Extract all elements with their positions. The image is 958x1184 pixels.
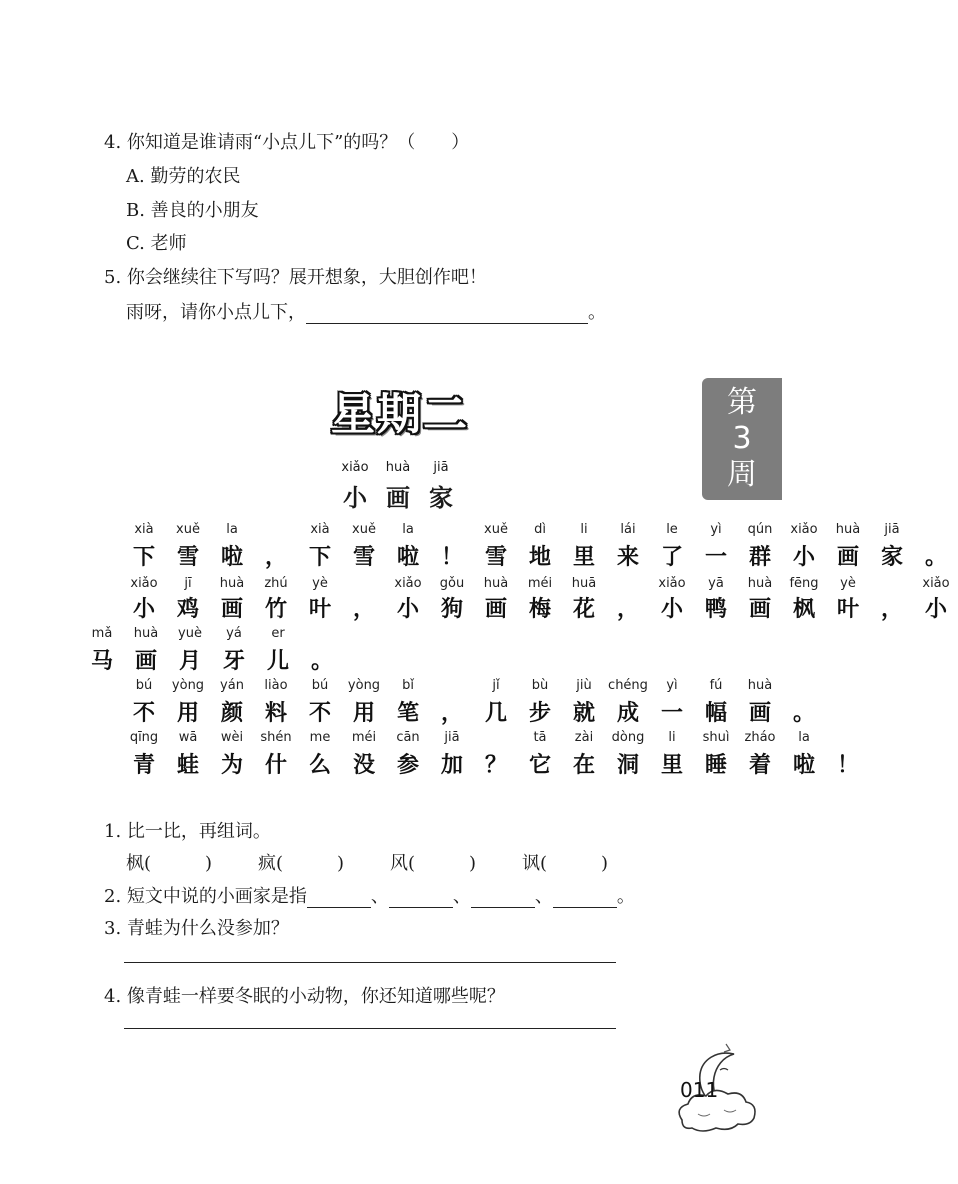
question-5-prompt	[126, 298, 606, 324]
poem-char: 什	[264, 753, 287, 778]
option-c: C. 老师	[126, 233, 187, 254]
week-tab-char-1: 第	[727, 385, 757, 420]
poem-pinyin: xuě	[352, 522, 376, 537]
poem-char: 料	[264, 701, 287, 726]
poem-char: 画	[748, 701, 771, 726]
poem-char: ！	[440, 545, 463, 570]
poem-pinyin: xiǎo	[394, 576, 422, 591]
poem-char: 加	[440, 753, 463, 778]
poem-char: 叶	[308, 597, 331, 622]
separator: 、	[534, 886, 553, 907]
poem-char: 雪	[176, 545, 199, 570]
poem-char: 下	[308, 545, 331, 570]
exercise-1-item[interactable]: 讽( )	[522, 853, 609, 874]
poem-char: 啦	[792, 753, 815, 778]
poem-char: 来	[616, 545, 639, 570]
poem-char: 小	[660, 597, 683, 622]
poem-pinyin: fú	[709, 678, 723, 693]
poem-pinyin: zháo	[744, 730, 776, 745]
poem-pinyin: huà	[747, 678, 773, 693]
day-title: 星期二	[331, 389, 469, 440]
exercise-1-item[interactable]: 疯( )	[258, 853, 345, 874]
poem-pinyin: jī	[184, 576, 192, 591]
poem-char: 一	[660, 701, 683, 726]
poem-char: 洞	[616, 753, 639, 778]
poem-char: 花	[572, 597, 595, 622]
poem-pinyin: dòng	[611, 730, 645, 745]
poem-char: 它	[528, 753, 551, 778]
poem-pinyin: yá	[226, 626, 242, 641]
poem-pinyin: yì	[710, 522, 722, 537]
poem-char: ？	[484, 753, 507, 778]
poem-char: ，	[352, 597, 375, 622]
poem-pinyin: yè	[312, 576, 328, 591]
week-tab-char-3: 周	[727, 457, 757, 492]
poem-char: 用	[176, 701, 199, 726]
title-char: 小	[343, 484, 367, 512]
poem-pinyin: xuě	[176, 522, 200, 537]
poem-char: 没	[352, 753, 375, 778]
answer-blank[interactable]	[307, 887, 371, 908]
poem-char: 小	[132, 597, 155, 622]
poem-char: 小	[792, 545, 815, 570]
poem-char: 就	[572, 701, 595, 726]
answer-blank[interactable]	[553, 887, 617, 908]
poem-pinyin: qīng	[129, 730, 159, 745]
poem-char: 月	[178, 649, 201, 674]
poem-char: 青	[132, 753, 155, 778]
poem-pinyin: méi	[351, 730, 377, 745]
title-char: 画	[386, 484, 410, 512]
poem-pinyin: bù	[531, 678, 549, 693]
poem-pinyin: gǒu	[439, 576, 465, 591]
poem-char: 叶	[836, 597, 859, 622]
poem-char: 马	[90, 649, 113, 674]
poem-pinyin: xià	[310, 522, 330, 537]
poem-char: 。	[792, 701, 815, 726]
poem-pinyin: xiǎo	[130, 576, 158, 591]
poem-pinyin: wā	[178, 730, 198, 745]
question-4: 4. 你知道是谁请雨“小点儿下”的吗？（ ）	[104, 132, 470, 153]
option-a: A. 勤劳的农民	[126, 166, 241, 187]
poem-char: 用	[352, 701, 375, 726]
poem-pinyin: jiù	[576, 678, 592, 693]
poem-char: 梅	[528, 597, 551, 622]
poem-char: 小	[396, 597, 419, 622]
poem-char: 竹	[264, 597, 287, 622]
poem-pinyin: huà	[835, 522, 861, 537]
poem-char: 么	[308, 753, 331, 778]
poem-pinyin: huà	[219, 576, 245, 591]
title-pinyin: xiǎo	[341, 460, 369, 475]
poem-char: 画	[134, 649, 157, 674]
poem-char: 画	[484, 597, 507, 622]
poem-char: 鸡	[176, 597, 199, 622]
poem-char: 。	[924, 545, 947, 570]
poem-pinyin: jiā	[884, 522, 900, 537]
poem-pinyin: cān	[396, 730, 420, 745]
poem-char: 在	[572, 753, 595, 778]
poem-pinyin: wèi	[220, 730, 244, 745]
prompt-text: 雨呀，请你小点儿下，	[126, 302, 306, 323]
poem-pinyin: la	[402, 522, 414, 537]
poem-char: 群	[748, 545, 771, 570]
poem-char: 下	[132, 545, 155, 570]
poem-char: ，	[616, 597, 639, 622]
poem-pinyin: qún	[747, 522, 773, 537]
answer-blank[interactable]	[306, 303, 588, 324]
title-pinyin: jiā	[433, 460, 449, 475]
poem-char: 地	[528, 545, 551, 570]
poem-char: ，	[440, 701, 463, 726]
poem-pinyin: yuè	[178, 626, 202, 641]
exercise-1-item[interactable]: 风( )	[390, 853, 477, 874]
poem-char: 笔	[396, 701, 419, 726]
poem-char: 着	[748, 753, 771, 778]
poem-pinyin: yòng	[171, 678, 205, 693]
separator: 、	[452, 886, 471, 907]
poem-pinyin: liào	[264, 678, 288, 693]
poem-pinyin: xiǎo	[658, 576, 686, 591]
poem-char: 里	[572, 545, 595, 570]
poem-pinyin: xià	[134, 522, 154, 537]
answer-line[interactable]	[124, 1028, 616, 1029]
poem-pinyin: zhú	[264, 576, 288, 591]
poem-pinyin: la	[798, 730, 810, 745]
poem-char: 画	[748, 597, 771, 622]
poem-char: 颜	[220, 701, 243, 726]
poem-pinyin: shén	[260, 730, 292, 745]
poem-pinyin: le	[666, 522, 678, 537]
poem-pinyin: yè	[840, 576, 856, 591]
poem-char: 几	[484, 701, 507, 726]
poem-char: 一	[704, 545, 727, 570]
poem-char: 雪	[352, 545, 375, 570]
poem-pinyin: la	[226, 522, 238, 537]
poem-pinyin: xiǎo	[922, 576, 950, 591]
poem-pinyin: huà	[747, 576, 773, 591]
poem-char: 儿	[266, 649, 289, 674]
answer-blank[interactable]	[389, 887, 453, 908]
poem-char: 牙	[222, 649, 245, 674]
poem-pinyin: bú	[311, 678, 329, 693]
poem-char: 参	[396, 753, 419, 778]
prompt-end: 。	[588, 302, 606, 323]
title-pinyin: huà	[385, 460, 411, 475]
poem-pinyin: bú	[135, 678, 153, 693]
poem-char: 不	[132, 701, 155, 726]
poem-char: ，	[880, 597, 903, 622]
poem-char: 里	[660, 753, 683, 778]
poem-pinyin: lái	[620, 522, 636, 537]
option-b: B. 善良的小朋友	[126, 200, 259, 221]
exercise-1: 1. 比一比，再组词。	[104, 821, 271, 842]
poem-pinyin: xuě	[484, 522, 508, 537]
answer-blank[interactable]	[471, 887, 535, 908]
poem-pinyin: er	[271, 626, 285, 641]
poem-pinyin: li	[668, 730, 676, 745]
poem-pinyin: xiǎo	[790, 522, 818, 537]
poem-pinyin: bǐ	[402, 678, 414, 693]
poem-pinyin: chéng	[608, 678, 648, 693]
poem-pinyin: yòng	[347, 678, 381, 693]
poem-pinyin: me	[309, 730, 331, 745]
week-tab-char-2: 3	[732, 421, 752, 456]
poem-char: 画	[836, 545, 859, 570]
poem-char: 幅	[704, 701, 727, 726]
poem-pinyin: tā	[533, 730, 547, 745]
poem-char: 了	[660, 545, 683, 570]
poem-char: ，	[264, 545, 287, 570]
poem-char: 啦	[220, 545, 243, 570]
poem-pinyin: dì	[534, 522, 546, 537]
poem-char: 画	[220, 597, 243, 622]
poem-char: 不	[308, 701, 331, 726]
answer-line[interactable]	[124, 962, 616, 963]
exercise-2-end: 。	[616, 886, 635, 907]
poem-pinyin: shuì	[702, 730, 730, 745]
title-char: 家	[429, 484, 453, 512]
poem-char: 蛙	[176, 753, 199, 778]
poem-char: 鸭	[704, 597, 727, 622]
poem-pinyin: fēng	[789, 576, 819, 591]
page-number: 011	[680, 1078, 719, 1102]
poem-char: 狗	[440, 597, 463, 622]
question-5: 5. 你会继续往下写吗？展开想象，大胆创作吧！	[104, 267, 487, 288]
exercise-3: 3. 青蛙为什么没参加？	[104, 918, 289, 939]
exercise-2	[104, 882, 635, 908]
poem-pinyin: huà	[483, 576, 509, 591]
poem-pinyin: yā	[708, 576, 724, 591]
poem-pinyin: mǎ	[91, 626, 113, 641]
poem-pinyin: jiā	[444, 730, 460, 745]
poem-pinyin: li	[580, 522, 588, 537]
poem-pinyin: yì	[666, 678, 678, 693]
separator: 、	[370, 886, 389, 907]
poem-char: 成	[616, 701, 639, 726]
exercise-2-text: 2. 短文中说的小画家是指	[104, 886, 307, 907]
poem-char: 睡	[704, 753, 727, 778]
poem-pinyin: méi	[527, 576, 553, 591]
week-tab	[702, 378, 782, 500]
poem-char: 为	[220, 753, 243, 778]
poem-pinyin: yán	[220, 678, 244, 693]
poem-char: 雪	[484, 545, 507, 570]
exercise-4: 4. 像青蛙一样要冬眠的小动物，你还知道哪些呢？	[104, 986, 505, 1007]
poem-pinyin: jǐ	[492, 678, 500, 693]
poem-char: 小	[924, 597, 947, 622]
poem-char: 。	[310, 649, 333, 674]
poem-char: 枫	[792, 597, 815, 622]
poem-pinyin: huā	[571, 576, 597, 591]
poem-char: 家	[880, 545, 903, 570]
poem-pinyin: huà	[133, 626, 159, 641]
poem-char: ！	[836, 753, 859, 778]
poem-pinyin: zài	[574, 730, 594, 745]
exercise-1-item[interactable]: 枫( )	[126, 853, 213, 874]
poem-char: 步	[528, 701, 551, 726]
poem-char: 啦	[396, 545, 419, 570]
